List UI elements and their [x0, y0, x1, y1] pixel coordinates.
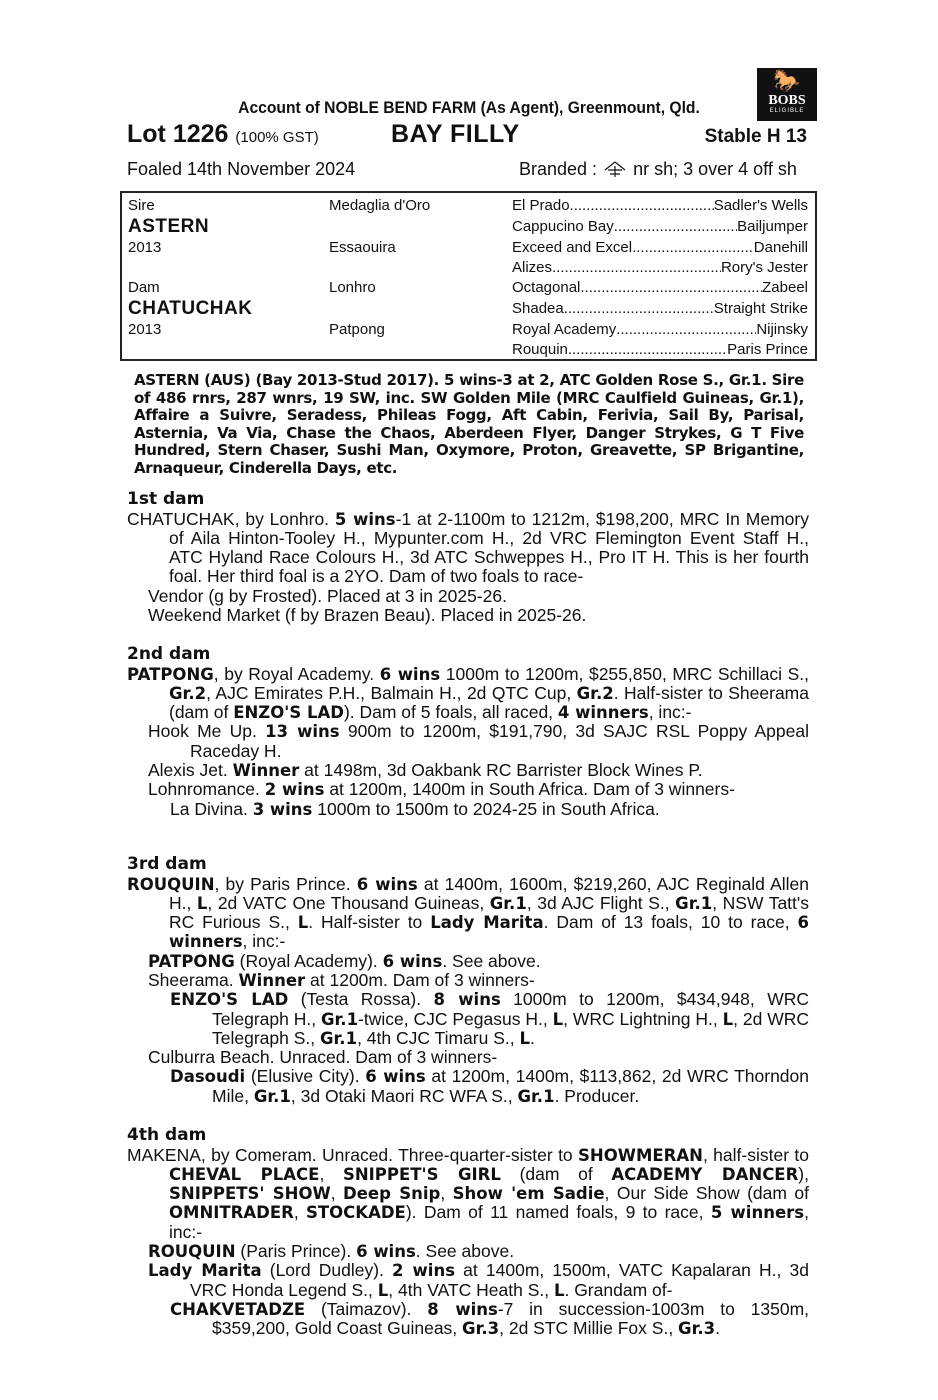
- bold-text: SNIPPET'S GIRL: [342, 1164, 501, 1184]
- great-grandparent: Bailjumper: [737, 218, 808, 235]
- bold-text: 6 wins: [382, 951, 443, 971]
- bold-text: 6 wins: [356, 1241, 416, 1261]
- entry-text: .: [529, 1027, 535, 1048]
- entry-text: , 2d STC Millie Fox S.,: [499, 1318, 679, 1339]
- bold-text: OMNITRADER: [169, 1203, 294, 1223]
- entry-text: .: [715, 1318, 720, 1339]
- bold-text: Gr.3: [462, 1319, 500, 1339]
- entry-text: 1000m to 1500m to 2024-25 in South Africa.: [312, 798, 660, 819]
- entry-text: (Royal Academy).: [234, 950, 383, 971]
- dot-leader: [564, 300, 714, 317]
- family-entry: [127, 971, 809, 990]
- horse-icon: 🐎: [773, 68, 801, 93]
- bold-text: ROUQUIN: [127, 874, 215, 894]
- grandparent: El Prado: [512, 197, 570, 214]
- section-3rd-dam: [127, 855, 809, 1106]
- family-entry: [127, 510, 809, 587]
- entry-text: (Lord Dudley).: [261, 1260, 393, 1281]
- great-grandparent: Straight Strike: [713, 300, 808, 317]
- entry-text: 1000m to 1200m, $434,948, WRC Telegraph H.,: [212, 989, 809, 1029]
- dot-leader: [552, 259, 721, 276]
- dam-label: Dam: [128, 279, 160, 296]
- family-entry: [127, 875, 809, 952]
- pedigree-table: [120, 191, 817, 361]
- entry-text: ,: [319, 1163, 343, 1184]
- bold-text: L: [552, 1009, 564, 1029]
- entry-text: Hook Me Up.: [148, 721, 266, 742]
- section-4th-dam: [127, 1126, 809, 1338]
- section-heading: 3rd dam: [127, 854, 207, 874]
- bold-text: 6 winners: [169, 913, 809, 952]
- family-entry: [127, 587, 809, 606]
- family-entry: [127, 761, 809, 780]
- entry-text: , Our Side Show (dam of: [604, 1183, 809, 1204]
- great-grandparent: Nijinsky: [756, 321, 808, 338]
- grandparents-row: [512, 239, 808, 256]
- bold-text: Lady Marita: [430, 913, 544, 933]
- dot-leader: [568, 341, 727, 358]
- bold-text: ENZO'S LAD: [233, 703, 344, 723]
- entry-text: at 1200m. Dam of 3 winners-: [305, 969, 535, 990]
- family-entry: [127, 722, 809, 761]
- dam-dam: Patpong: [329, 321, 385, 338]
- sire-dam: Essaouira: [329, 239, 396, 256]
- entry-text: , 2d VATC One Thousand Guineas,: [207, 892, 490, 913]
- family-entry: [127, 780, 809, 799]
- family-entry: [127, 1300, 809, 1339]
- sire-year: 2013: [128, 239, 162, 256]
- bold-text: Winner: [238, 970, 306, 990]
- bold-text: ACADEMY DANCER: [611, 1164, 799, 1184]
- entry-text: Sheerama.: [148, 969, 239, 990]
- bold-text: ROUQUIN: [148, 1241, 236, 1261]
- bold-text: L: [722, 1009, 734, 1029]
- bold-text: Dasoudi: [170, 1067, 246, 1087]
- entry-text: , inc:-: [242, 931, 286, 952]
- entry-text: at 1498m, 3d Oakbank RC Barrister Block Wines P.: [299, 759, 703, 780]
- entry-text: Vendor (g by Frosted). Placed at 3 in 2025-26.: [148, 585, 507, 606]
- family-entry: [127, 1048, 809, 1067]
- bold-text: Show 'em Sadie: [452, 1184, 605, 1204]
- great-grandparent: Danehill: [753, 239, 808, 256]
- bold-text: 5 winners: [710, 1203, 805, 1223]
- family-entry: [127, 1242, 809, 1261]
- entry-text: , by Royal Academy.: [213, 663, 380, 684]
- entry-text: , by Paris Prince.: [214, 873, 357, 894]
- bold-text: Gr.1: [319, 1028, 358, 1048]
- entry-text: -1 at 2-1100m to 1212m, $198,200, MRC In Memory of Aila Hinton-Tooley H., Mypunter.com H., 2d VRC Flemington Event Staff H., ATC Hyland Race Colours H., 3d ATC Schweppes H., Pro IT H. This is her fourth foal. Her third foal is a 2YO. Dam of two foals to race-: [169, 508, 809, 587]
- foaled-date: Foaled 14th November 2024: [127, 159, 356, 179]
- entry-text: (dam of: [500, 1163, 612, 1184]
- entry-text: , WRC Lightning H.,: [563, 1008, 723, 1029]
- entry-text: Weekend Market (f by Brazen Beau). Placed in 2025-26.: [148, 604, 587, 625]
- bold-text: 4 winners: [557, 703, 649, 723]
- bold-text: L: [297, 913, 309, 933]
- bold-text: Gr.1: [320, 1009, 359, 1029]
- lot-line: [127, 120, 807, 154]
- great-grandparent: Paris Prince: [727, 341, 808, 358]
- family-entry: [127, 990, 809, 1048]
- dot-leader: [632, 239, 754, 256]
- entry-text: 1000m to 1200m, $255,850, MRC Schillaci S.,: [440, 663, 809, 684]
- grandparent: Alizes: [512, 259, 553, 276]
- entry-text: . Dam of 13 foals, 10 to race,: [543, 912, 798, 933]
- dam-year: 2013: [128, 321, 162, 338]
- grandparents-row: [512, 218, 808, 235]
- lot-number: [127, 120, 319, 149]
- logo-text: BOBS: [768, 93, 806, 108]
- bold-text: SNIPPETS' SHOW: [169, 1184, 331, 1204]
- grandparent: Octagonal: [512, 279, 581, 296]
- family-entry: [127, 665, 809, 723]
- entry-text: , 3d Otaki Maori RC WFA S.,: [290, 1085, 518, 1106]
- grandparents-row: [512, 259, 808, 276]
- section-2nd-dam: [127, 645, 809, 819]
- entry-text: . Half-sister to: [308, 912, 431, 933]
- great-grandparent: Rory's Jester: [720, 259, 808, 276]
- grandparent: Exceed and Excel: [512, 239, 633, 256]
- bold-text: 3 wins: [252, 799, 313, 819]
- sire-summary: ASTERN (AUS) (Bay 2013-Stud 2017). 5 wins-3 at 2, ATC Golden Rose S., Gr.1. Sire of 486 rnrs, 287 wnrs, 19 SW, inc. SW Golden Mile (MRC Caulfield Guineas, Gr.1), Affaire a Suivre, Seradess, Phileas Fogg, Aft Cabin, Ferivia, Sail By, Parisal, Asternia, Va Via, Chase the Chaos, Aberdeen Flyer, Danger Strykes, G T Five Hundred, Stern Chaser, Sushi Man, Oxymore, Proton, Greavette, SP Brigantine, Arnaqueur, Cinderella Days, etc.: [134, 371, 804, 477]
- grandparent: Rouquin: [512, 341, 568, 358]
- entry-text: -twice, CJC Pegasus H.,: [358, 1008, 553, 1029]
- entry-text: at 1200m, 1400m in South Africa. Dam of 3 winners-: [324, 779, 735, 800]
- bold-text: Gr.1: [517, 1086, 555, 1106]
- dam-sire: Lonhro: [329, 279, 376, 296]
- grandparent: Cappucino Bay: [512, 218, 614, 235]
- entry-text: La Divina.: [170, 798, 253, 819]
- branded-info: [519, 159, 797, 180]
- entry-text: ). Dam of 11 named foals, 9 to race,: [405, 1202, 711, 1223]
- grandparents-row: [512, 279, 808, 296]
- family-entry: [127, 1067, 809, 1106]
- logo-subtext: ELIGIBLE: [769, 108, 805, 114]
- entry-text: , 4th VATC Heath S.,: [388, 1279, 554, 1300]
- bold-text: Winner: [232, 760, 300, 780]
- entry-text: , inc:-: [169, 1202, 809, 1242]
- entry-text: Culburra Beach. Unraced. Dam of 3 winners-: [148, 1047, 498, 1068]
- grandparents-row: [512, 321, 808, 338]
- family-entry: [127, 1261, 809, 1300]
- bold-text: SHOWMERAN: [578, 1145, 703, 1165]
- bold-text: 8 wins: [427, 1299, 498, 1319]
- account-line: Account of NOBLE BEND FARM (As Agent), Greenmount, Qld.: [238, 98, 700, 117]
- bold-text: 5 wins: [334, 509, 396, 529]
- bold-text: L: [553, 1280, 565, 1300]
- bold-text: 8 wins: [433, 990, 501, 1010]
- entry-text: . See above.: [415, 1240, 515, 1261]
- section-heading: 4th dam: [127, 1125, 207, 1145]
- grandparent: Shadea: [512, 300, 564, 317]
- brand-mark-icon: [602, 160, 628, 178]
- bold-text: CHEVAL PLACE: [169, 1164, 320, 1184]
- entry-text: , AJC Emirates P.H., Balmain H., 2d QTC Cup,: [206, 682, 577, 703]
- entry-text: ,: [330, 1183, 344, 1204]
- entry-text: at 1400m, 1600m, $219,260, AJC Reginald Allen H.,: [169, 873, 809, 913]
- entry-text: . Half-sister to Sheerama (dam of: [169, 682, 809, 723]
- dot-leader: [570, 197, 714, 214]
- great-grandparent: Zabeel: [762, 279, 808, 296]
- entry-text: ,: [440, 1183, 453, 1204]
- bold-text: 6 wins: [379, 664, 441, 684]
- bold-text: PATPONG: [148, 951, 235, 971]
- entry-text: ,: [293, 1202, 307, 1223]
- bold-text: ENZO'S LAD: [170, 990, 289, 1010]
- entry-text: MAKENA, by Comeram. Unraced. Three-quarter-sister to: [127, 1144, 579, 1165]
- bold-text: CHAKVETADZE: [170, 1299, 306, 1319]
- bold-text: Lady Marita: [148, 1261, 262, 1281]
- entry-text: Lohnromance.: [148, 779, 265, 800]
- lot-label: Lot 1226: [127, 120, 229, 148]
- grandparents-row: [512, 197, 808, 214]
- entry-text: , 3d AJC Flight S.,: [526, 892, 676, 913]
- dot-leader: [616, 321, 756, 338]
- family-entry: [127, 1146, 809, 1242]
- entry-text: . Grandam of-: [564, 1279, 673, 1300]
- bold-text: Deep Snip: [343, 1184, 441, 1204]
- bold-text: 6 wins: [365, 1067, 426, 1087]
- grandparents-row: [512, 341, 808, 358]
- bold-text: Gr.2: [169, 683, 207, 703]
- dam-name: CHATUCHAK: [128, 298, 253, 319]
- branded-text: nr sh; 3 over 4 off sh: [633, 159, 797, 179]
- sex-label: BAY FILLY: [391, 120, 520, 148]
- family-entry: [127, 952, 809, 971]
- entry-text: , half-sister to: [702, 1144, 809, 1165]
- dot-leader: [614, 218, 737, 235]
- sire-name: ASTERN: [128, 216, 210, 237]
- entry-text: . See above.: [442, 950, 541, 971]
- bold-text: Gr.1: [675, 893, 713, 913]
- bold-text: PATPONG: [127, 664, 214, 684]
- family-entry: [127, 606, 809, 625]
- entry-text: 900m to 1200m, $191,790, 3d SAJC RSL Poppy Appeal Raceday H.: [190, 721, 809, 761]
- entry-text: , NSW Tatt's RC Furious S.,: [169, 892, 809, 933]
- bold-text: L: [519, 1028, 530, 1048]
- gst-label: (100% GST): [235, 129, 319, 146]
- section-1st-dam: [127, 490, 809, 625]
- branded-prefix: Branded :: [519, 159, 598, 179]
- entry-text: ). Dam of 5 foals, all raced,: [343, 702, 558, 723]
- family-entry: [127, 800, 809, 819]
- grandparent: Royal Academy: [512, 321, 617, 338]
- entry-text: (Elusive City).: [245, 1066, 366, 1087]
- bold-text: Gr.1: [253, 1086, 291, 1106]
- bold-text: STOCKADE: [306, 1203, 406, 1223]
- bold-text: Gr.1: [489, 893, 527, 913]
- bold-text: 2 wins: [264, 780, 325, 800]
- bold-text: Gr.2: [576, 683, 614, 703]
- entry-text: -7 in succession-1003m to 1350m, $359,200, Gold Coast Guineas,: [212, 1298, 810, 1339]
- entry-text: Alexis Jet.: [148, 759, 233, 780]
- entry-text: (Testa Rossa).: [288, 989, 434, 1010]
- bold-text: L: [377, 1280, 389, 1300]
- bold-text: 2 wins: [392, 1261, 456, 1281]
- stable-label: Stable H 13: [704, 126, 807, 147]
- great-grandparent: Sadler's Wells: [713, 197, 808, 214]
- entry-text: at 1200m, 1400m, $113,862, 2d WRC Thorndon Mile,: [212, 1066, 810, 1106]
- section-heading: 2nd dam: [127, 644, 211, 664]
- sire-sire: Medaglia d'Oro: [329, 197, 431, 214]
- entry-text: , 2d WRC Telegraph S.,: [212, 1008, 809, 1048]
- entry-text: . Producer.: [554, 1085, 640, 1106]
- entry-text: at 1400m, 1500m, VATC Kapalaran H., 3d VRC Honda Legend S.,: [190, 1260, 809, 1300]
- entry-text: , 4th CJC Timaru S.,: [357, 1027, 520, 1048]
- bold-text: 13 wins: [265, 722, 340, 742]
- entry-text: (Taimazov).: [305, 1298, 428, 1319]
- bold-text: Gr.3: [678, 1319, 716, 1339]
- section-heading: 1st dam: [127, 489, 205, 509]
- grandparents-row: [512, 300, 808, 317]
- bold-text: L: [196, 893, 208, 913]
- entry-text: , inc:-: [648, 702, 692, 723]
- entry-text: CHATUCHAK, by Lonhro.: [127, 508, 335, 529]
- sire-label: Sire: [128, 197, 155, 214]
- dot-leader: [580, 279, 762, 296]
- bold-text: 6 wins: [356, 874, 418, 894]
- entry-text: (Paris Prince).: [235, 1240, 357, 1261]
- entry-text: ),: [798, 1163, 809, 1184]
- bobs-logo: [757, 68, 817, 121]
